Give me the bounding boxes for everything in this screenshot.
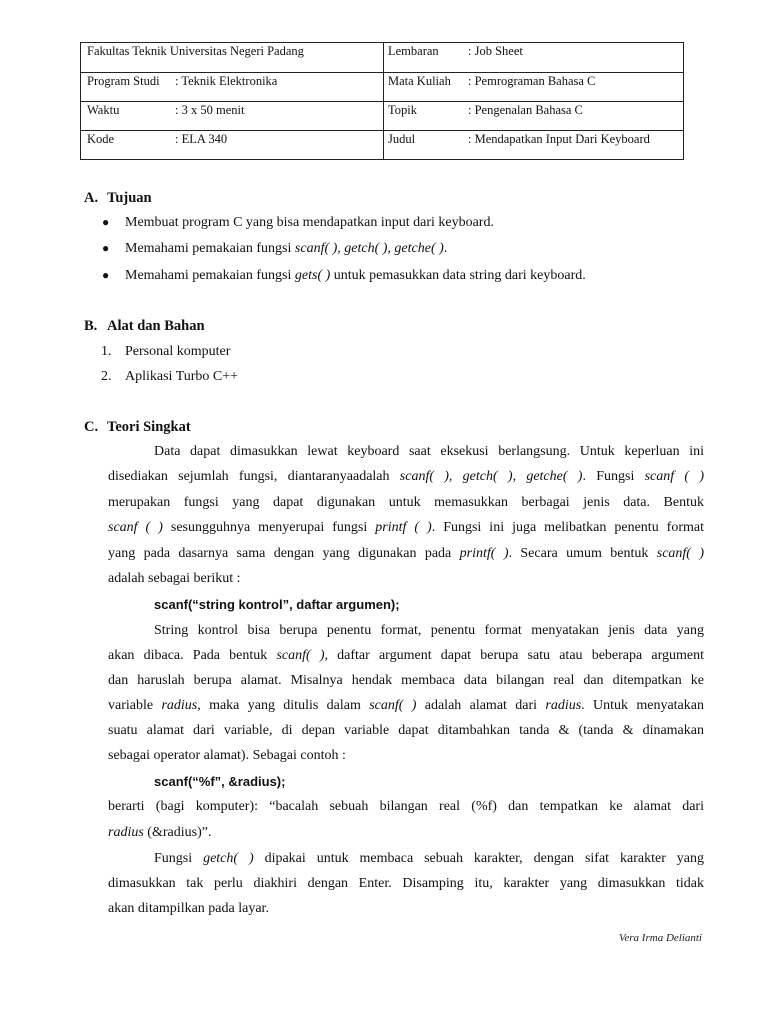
list-item xyxy=(101,369,238,385)
paragraph-line: dan haruslah berupa alamat. Misalnya hendak membaca data bilangan real dan ditempatkan ke xyxy=(108,673,704,688)
section-letter: A. xyxy=(84,190,99,206)
paragraph-line: suatu alamat dari variable, di depan variable dapat ditambahkan tanda & (tanda & dinamakan xyxy=(108,723,704,738)
bullet-emphasis: scanf( ), getch( ), getche( ) xyxy=(294,241,444,256)
bullet-text: Membuat program C yang bisa mendapatkan input dari keyboard. xyxy=(125,215,494,230)
item-text: Aplikasi Turbo C++ xyxy=(125,369,239,384)
table-row xyxy=(81,101,683,131)
paragraph-line: berarti (bagi komputer): “bacalah sebuah bilangan real (%f) dan tempatkan ke alamat dari xyxy=(108,799,704,814)
bullet-text: . xyxy=(443,241,448,256)
lembaran-value: : Job Sheet xyxy=(468,44,523,58)
judul-value: : Mendapatkan Input Dari Keyboard xyxy=(468,132,650,146)
waktu-value: : 3 x 50 menit xyxy=(175,103,245,117)
paragraph-line: scanf ( ) sesungguhnya menyerupai fungsi printf ( ). Fungsi ini juga melibatkan penentu format xyxy=(108,520,704,535)
bullet-text: untuk pemasukkan data string dari keyboard. xyxy=(330,268,586,283)
bullet-icon: ● xyxy=(102,215,110,229)
kode-label: Kode xyxy=(87,132,115,146)
paragraph-line: sebagai operator alamat). Sebagai contoh : xyxy=(108,748,346,763)
bullet-text: Memahami pemakaian fungsi xyxy=(125,268,295,283)
topik-value: : Pengenalan Bahasa C xyxy=(468,103,583,117)
paragraph-line: dimasukkan tak perlu diakhiri dengan Enter. Disamping itu, karakter yang dimasukkan tidak xyxy=(108,876,704,891)
mata-kuliah-label: Mata Kuliah xyxy=(388,74,451,88)
section-title: Alat dan Bahan xyxy=(107,318,205,334)
paragraph-line: disediakan sejumlah fungsi, diantaranyaadalah scanf( ), getch( ), getche( ). Fungsi scanf ( ) xyxy=(108,469,705,484)
paragraph-line: String kontrol bisa berupa penentu format, penentu format menyatakan jenis data yang xyxy=(154,623,704,638)
paragraph-line: akan ditampilkan pada layar. xyxy=(108,901,269,916)
section-letter: B. xyxy=(84,318,98,334)
table-row xyxy=(81,72,683,102)
table-row xyxy=(81,43,683,72)
paragraph-line: akan dibaca. Pada bentuk scanf( ), daftar argument dapat berupa satu atau beberapa argument xyxy=(108,648,704,663)
faculty-cell: Fakultas Teknik Universitas Negeri Padang xyxy=(87,44,304,58)
paragraph-line: merupakan fungsi yang dapat digunakan untuk memasukkan berbagai jenis data. Bentuk xyxy=(108,495,704,510)
paragraph-line: Data dapat dimasukkan lewat keyboard saat eksekusi berlangsung. Untuk keperluan ini xyxy=(154,444,704,459)
list-item xyxy=(102,241,447,257)
lembaran-label: Lembaran xyxy=(388,44,439,58)
section-c-heading xyxy=(84,419,191,436)
program-studi-label: Program Studi xyxy=(87,74,160,88)
section-b-heading xyxy=(84,318,205,335)
bullet-icon: ● xyxy=(102,241,110,255)
code-example: scanf(“string kontrol”, daftar argumen); xyxy=(154,597,400,612)
waktu-label: Waktu xyxy=(87,103,120,117)
item-text: Personal komputer xyxy=(125,344,231,359)
list-item xyxy=(102,268,586,284)
item-number: 2. xyxy=(101,369,112,384)
mata-kuliah-value: : Pemrograman Bahasa C xyxy=(468,74,596,88)
table-row xyxy=(81,130,683,161)
section-letter: C. xyxy=(84,419,99,435)
bullet-text: Memahami pemakaian fungsi xyxy=(125,241,295,256)
header-table xyxy=(80,42,684,160)
section-title: Tujuan xyxy=(107,190,152,206)
list-item xyxy=(102,215,494,231)
list-item xyxy=(101,344,230,360)
kode-value: : ELA 340 xyxy=(175,132,228,146)
paragraph-line: radius (&radius)”. xyxy=(108,825,212,840)
paragraph-line: variable radius, maka yang ditulis dalam scanf( ) adalah alamat dari radius. Untuk menyatakan xyxy=(108,698,704,713)
program-studi-value: : Teknik Elektronika xyxy=(175,74,278,88)
topik-label: Topik xyxy=(388,103,417,117)
section-title: Teori Singkat xyxy=(107,419,191,435)
footer-author: Vera Irma Delianti xyxy=(618,932,702,944)
item-number: 1. xyxy=(101,344,112,359)
judul-label: Judul xyxy=(388,132,416,146)
bullet-icon: ● xyxy=(102,268,110,282)
code-example: scanf(“%f”, &radius); xyxy=(154,774,286,789)
paragraph-line: Fungsi getch( ) dipakai untuk membaca sebuah karakter, dengan sifat karakter yang xyxy=(154,851,704,866)
section-a-heading xyxy=(84,190,152,207)
paragraph-line: yang pada dasarnya sama dengan yang digunakan pada printf( ). Secara umum bentuk scanf( ) xyxy=(108,546,705,561)
paragraph-line: adalah sebagai berikut : xyxy=(108,571,241,586)
bullet-emphasis: gets( ) xyxy=(294,268,331,283)
